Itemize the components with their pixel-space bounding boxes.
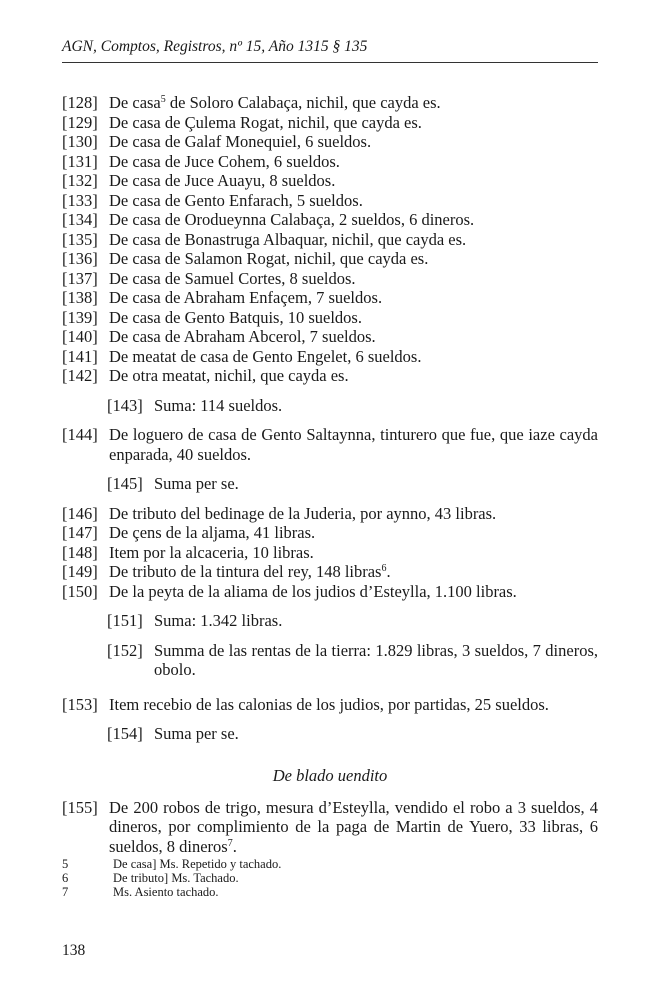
entry-text: De casa de Gento Enfarach, 5 sueldos. bbox=[109, 190, 363, 210]
entry-150 bbox=[62, 582, 598, 602]
entry-text: De la peyta de la aliama de los judios d’Esteylla, 1.100 libras. bbox=[109, 581, 517, 601]
entry-text: De tributo del bedinage de la Juderia, por aynno, 43 libras. bbox=[109, 503, 497, 523]
entry-number: [136] bbox=[62, 249, 98, 268]
entry-number: [148] bbox=[62, 542, 98, 562]
entry-text: Item recebio de las calonias de los judios, por partidas, 25 sueldos. bbox=[109, 694, 549, 714]
entry-138 bbox=[62, 288, 598, 308]
entry-text: Suma: 114 sueldos. bbox=[154, 395, 283, 415]
footnote-text: De casa] Ms. Repetido y tachado. bbox=[113, 857, 282, 871]
entry-text: De casa de Bonastruga Albaquar, nichil, que cayda es. bbox=[109, 229, 467, 249]
entry-number: [141] bbox=[62, 346, 98, 366]
entry-139 bbox=[62, 308, 598, 328]
main-text bbox=[62, 93, 598, 856]
entry-135 bbox=[62, 230, 598, 250]
entry-text: Item por la alcaceria, 10 libras. bbox=[109, 542, 314, 562]
entry-153 bbox=[62, 695, 598, 715]
entry-number: [146] bbox=[62, 503, 98, 523]
entry-number: [155] bbox=[62, 797, 98, 817]
entry-number: [133] bbox=[62, 190, 98, 210]
footnote-text: De tributo] Ms. Tachado. bbox=[113, 871, 239, 885]
header-rule bbox=[62, 62, 598, 63]
entry-136 bbox=[62, 249, 598, 269]
page-number: 138 bbox=[62, 942, 86, 959]
entry-text: De casa de Abraham Abcerol, 7 sueldos. bbox=[109, 327, 376, 346]
entry-number: [150] bbox=[62, 581, 98, 601]
entry-number: [134] bbox=[62, 210, 98, 229]
entry-number: [147] bbox=[62, 523, 98, 542]
entry-number: [145] bbox=[107, 474, 143, 493]
entry-154-sum bbox=[62, 724, 598, 744]
entry-text: De casa de Abraham Enfaçem, 7 sueldos. bbox=[109, 288, 383, 307]
entry-130 bbox=[62, 132, 598, 152]
entry-text: De casa de Juce Auayu, 8 sueldos. bbox=[109, 171, 336, 190]
entry-140 bbox=[62, 327, 598, 347]
footnote-ref: 7 bbox=[227, 837, 233, 849]
entry-number: [153] bbox=[62, 694, 98, 714]
entry-141 bbox=[62, 347, 598, 367]
entry-text: De casa de Juce Cohem, 6 sueldos. bbox=[109, 151, 340, 171]
entry-number: [152] bbox=[107, 640, 143, 660]
entry-155 bbox=[62, 798, 598, 857]
entry-text: De casa de Çulema Rogat, nichil, que cayda es. bbox=[109, 112, 422, 132]
entry-number: [130] bbox=[62, 132, 98, 151]
entry-128 bbox=[62, 93, 598, 113]
entry-number: [144] bbox=[62, 425, 98, 444]
entry-147 bbox=[62, 523, 598, 543]
entry-146 bbox=[62, 504, 598, 524]
running-header: AGN, Comptos, Registros, nº 15, Año 1315 § 135 bbox=[62, 38, 368, 55]
footnote-number: 7 bbox=[62, 885, 69, 899]
entry-text: De casa de Salamon Rogat, nichil, que cayda es. bbox=[109, 249, 429, 268]
footnote-text: Ms. Asiento tachado. bbox=[113, 885, 219, 899]
section-title: De blado uendito bbox=[272, 765, 388, 785]
entry-number: [137] bbox=[62, 268, 98, 288]
entry-129 bbox=[62, 113, 598, 133]
entry-text: De casa de Samuel Cortes, 8 sueldos. bbox=[109, 268, 356, 288]
entry-text: Suma per se. bbox=[154, 724, 239, 743]
entry-number: [132] bbox=[62, 171, 98, 190]
footnote bbox=[62, 885, 598, 899]
entry-number: [135] bbox=[62, 229, 98, 249]
entry-151-sum bbox=[62, 611, 598, 631]
entry-134 bbox=[62, 210, 598, 230]
entry-number: [128] bbox=[62, 93, 98, 112]
entry-number: [138] bbox=[62, 288, 98, 307]
entry-text: De loguero de casa de Gento Saltaynna, tinturero que fue, que iaze cayda enparada, 40 sueldos. bbox=[109, 425, 598, 464]
entry-145-sum bbox=[62, 474, 598, 494]
entry-133 bbox=[62, 191, 598, 211]
entry-131 bbox=[62, 152, 598, 172]
entry-number: [151] bbox=[107, 611, 143, 630]
footnote-ref: 5 bbox=[160, 94, 166, 105]
entry-text: De casa de Gento Batquis, 10 sueldos. bbox=[109, 307, 362, 327]
entry-number: [143] bbox=[107, 395, 143, 415]
footnote-number: 6 bbox=[62, 871, 69, 885]
footnote-ref: 6 bbox=[381, 563, 387, 574]
entry-text: De casa de Orodueynna Calabaça, 2 sueldos, 6 dineros. bbox=[109, 210, 475, 229]
entry-152-sum bbox=[62, 641, 598, 680]
entry-text: Suma per se. bbox=[154, 474, 239, 493]
entry-number: [149] bbox=[62, 562, 98, 581]
entry-text: De otra meatat, nichil, que cayda es. bbox=[109, 366, 349, 385]
entry-number: [131] bbox=[62, 151, 98, 171]
entry-text: De çens de la aljama, 41 libras. bbox=[109, 523, 316, 542]
footnote bbox=[62, 857, 598, 871]
entry-137 bbox=[62, 269, 598, 289]
footnote bbox=[62, 871, 598, 885]
entry-text: De meatat de casa de Gento Engelet, 6 sueldos. bbox=[109, 346, 422, 366]
entry-number: [129] bbox=[62, 112, 98, 132]
footnotes bbox=[62, 857, 598, 899]
entry-144 bbox=[62, 425, 598, 464]
footnote-number: 5 bbox=[62, 857, 69, 871]
entry-text: De tributo de la tintura del rey, 148 libras$^6$. bbox=[109, 562, 391, 581]
entry-text: Summa de las rentas de la tierra: 1.829 libras, 3 sueldos, 7 dineros, obolo. bbox=[154, 640, 598, 679]
entry-149 bbox=[62, 562, 598, 582]
entry-text: Suma: 1.342 libras. bbox=[154, 611, 283, 630]
entry-number: [140] bbox=[62, 327, 98, 346]
entry-148 bbox=[62, 543, 598, 563]
entry-text: De casa$^5$ de Soloro Calabaça, nichil, que cayda es. bbox=[109, 93, 441, 112]
entry-132 bbox=[62, 171, 598, 191]
entry-number: [142] bbox=[62, 366, 98, 385]
entry-text: De 200 robos de trigo, mesura d’Esteylla, vendido el robo a 3 sueldos, 4 dineros, por complimiento de la paga de Martin de Yuero, 33 libras, 6 sueldos, 8 dineros$^7$. bbox=[109, 797, 598, 856]
entry-143-sum bbox=[62, 396, 598, 416]
entry-142 bbox=[62, 366, 598, 386]
entry-text: De casa de Galaf Monequiel, 6 sueldos. bbox=[109, 132, 372, 151]
entry-number: [139] bbox=[62, 307, 98, 327]
entry-number: [154] bbox=[107, 724, 143, 743]
